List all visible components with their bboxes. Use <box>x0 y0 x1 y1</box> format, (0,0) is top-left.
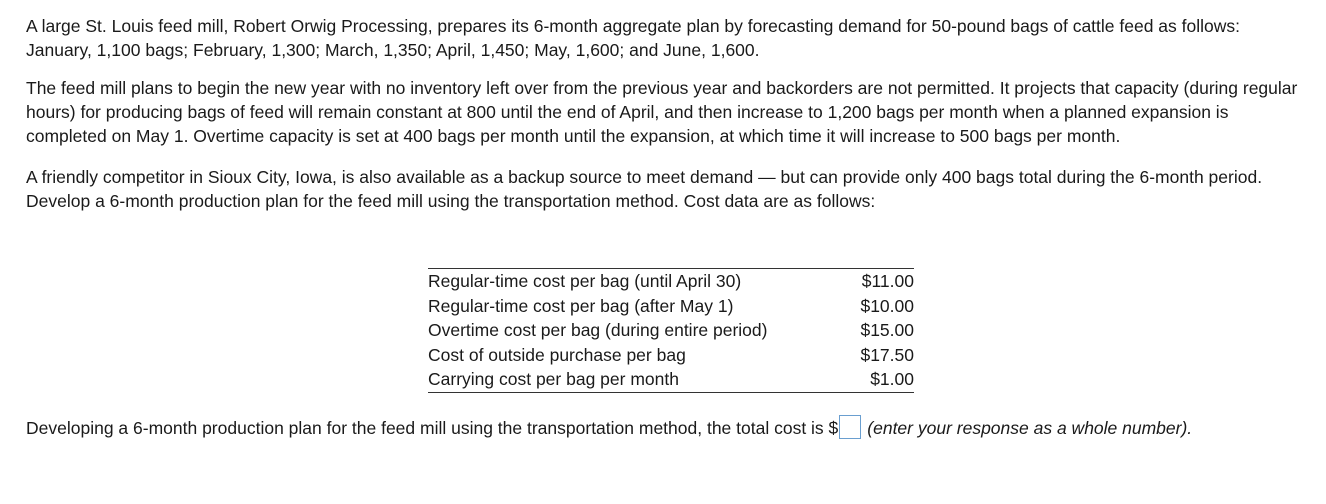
cost-label: Overtime cost per bag (during entire period) <box>428 320 768 340</box>
table-row <box>428 367 914 392</box>
table-row <box>428 343 914 368</box>
answer-hint: (enter your response as a whole number). <box>867 418 1193 438</box>
answer-prompt: Developing a 6-month production plan for the feed mill using the transportation method, the total cost is $ <box>26 418 839 438</box>
table-row <box>428 269 914 294</box>
problem-paragraph-3: A friendly competitor in Sioux City, Iowa, is also available as a backup source to meet demand — but can provide only 400 bags total during the 6-month period. Develop a 6-month production plan for the feed mill using the transportation method. Cost data are as follows: <box>26 167 1263 211</box>
cost-value: $15.00 <box>860 320 914 340</box>
table-row <box>428 294 914 319</box>
cost-value: $17.50 <box>860 344 914 365</box>
cost-data-table <box>428 268 914 393</box>
cost-value: $11.00 <box>848 269 914 294</box>
cost-value: $10.00 <box>860 295 914 316</box>
cost-value: $1.00 <box>848 367 914 392</box>
problem-paragraph-2: The feed mill plans to begin the new year with no inventory left over from the previous year and backorders are not permitted. It projects that capacity (during regular hours) for producing bags of feed will remain constant at 800 until the end of April, and then increase to 1,200 bags per month when a planned expansion is completed on May 1. Overtime capacity is set at 400 bags per month until the expansion, at which time it will increase to 500 bags per month. <box>26 78 1298 146</box>
table-row <box>428 318 914 343</box>
answer-line <box>26 414 1306 442</box>
problem-paragraph-1: A large St. Louis feed mill, Robert Orwig Processing, prepares its 6-month aggregate plan by forecasting demand for 50-pound bags of cattle feed as follows: January, 1,100 bags; February, 1,300; March, 1,350; April, 1,450; May, 1,600; and June, 1,600. <box>26 16 1241 60</box>
total-cost-input[interactable] <box>839 415 861 439</box>
cost-label: Carrying cost per bag per month <box>428 367 848 392</box>
problem-text <box>26 14 1306 213</box>
cost-label: Cost of outside purchase per bag <box>428 344 686 365</box>
cost-label: Regular-time cost per bag (until April 30) <box>428 269 848 294</box>
cost-label: Regular-time cost per bag (after May 1) <box>428 295 734 316</box>
